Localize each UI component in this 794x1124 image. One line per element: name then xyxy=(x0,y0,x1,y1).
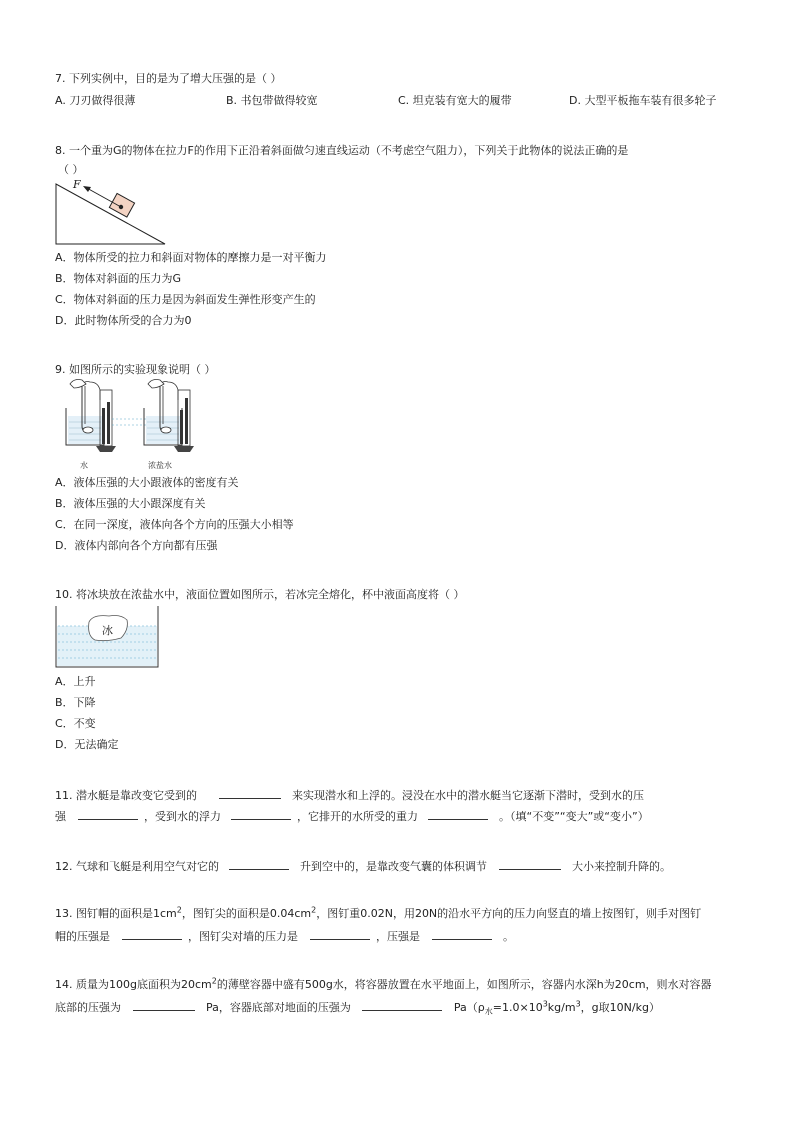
q13-text-3: ，图钉重0.02N，用20N的沿水平方向的压力向竖直的墙上按图钉，则手对图钉 xyxy=(316,907,702,920)
q13-text-7: 。 xyxy=(503,930,514,943)
q7-option-a: A. 刀刃做得很薄 xyxy=(55,94,136,107)
q11-text-2: 来实现潜水和上浮的。浸没在水中的潜水艇当它逐渐下潜时，受到水的压 xyxy=(292,789,644,802)
q14-text-5: Pa（ρ xyxy=(453,1001,485,1014)
q14-sub-water: 水 xyxy=(484,1007,493,1017)
answer-blank[interactable] xyxy=(219,787,281,799)
fig-label-water: 水 xyxy=(80,461,88,470)
q13-text-5: ，图钉尖对墙的压力是 xyxy=(188,930,298,943)
q9-option-b: B．液体压强的大小跟深度有关 xyxy=(55,497,206,510)
q9-option-d: D．液体内部向各个方向都有压强 xyxy=(55,539,218,552)
q11-text-4: ，受到水的浮力 xyxy=(144,810,221,823)
q8-stem: 8. 一个重为G的物体在拉力F的作用下正沿着斜面做匀速直线运动（不考虑空气阻力），下列关于此物体的说法正确的是 xyxy=(55,144,629,157)
q14-text-6: =1.0×10 xyxy=(492,1001,543,1014)
q12-text-3: 大小来控制升降的。 xyxy=(572,860,671,873)
q11-text-1: 11. 潜水艇是靠改变它受到的 xyxy=(55,789,197,802)
q12-line-1 xyxy=(55,858,671,874)
force-label-f: F xyxy=(73,178,81,191)
answer-blank[interactable] xyxy=(229,858,289,870)
pressure-experiment-diagram xyxy=(60,378,200,458)
q14-line-1 xyxy=(55,978,712,992)
q8-option-d: D．此时物体所受的合力为0 xyxy=(55,314,192,327)
q10-stem: 10. 将冰块放在浓盐水中，液面位置如图所示，若冰完全熔化，杯中液面高度将（ ） xyxy=(55,588,465,601)
q14-text-7: kg/m xyxy=(547,1001,576,1014)
q13-line-1 xyxy=(55,907,701,921)
q14-sup-2: 3 xyxy=(542,999,548,1009)
q13-text-6: ，压强是 xyxy=(376,930,420,943)
answer-blank[interactable] xyxy=(428,808,488,820)
answer-blank[interactable] xyxy=(133,999,195,1011)
q14-text-8: ，g取10N/kg） xyxy=(580,1001,660,1014)
q13-text-4: 帽的压强是 xyxy=(55,930,110,943)
q10-option-a: A．上升 xyxy=(55,675,96,688)
answer-blank[interactable] xyxy=(231,808,291,820)
q10-option-b: B．下降 xyxy=(55,696,96,709)
q14-text-1: 14. 质量为100g底面积为20cm xyxy=(55,978,212,991)
q7-option-c: C. 坦克装有宽大的履带 xyxy=(398,94,512,107)
answer-blank[interactable] xyxy=(122,928,182,940)
q7-option-d: D. 大型平板拖车装有很多轮子 xyxy=(569,94,717,107)
q7-option-b: B. 书包带做得较宽 xyxy=(226,94,318,107)
incline-diagram xyxy=(55,176,167,246)
q14-sup-1: 2 xyxy=(211,976,217,986)
q13-sup-1: 2 xyxy=(176,905,182,915)
q11-line-1 xyxy=(55,787,644,803)
ice-label: 冰 xyxy=(102,624,113,637)
q8-paren: （ ） xyxy=(58,163,84,176)
q8-option-c: C．物体对斜面的压力是因为斜面发生弹性形变产生的 xyxy=(55,293,316,306)
q14-text-4: Pa，容器底部对地面的压强为 xyxy=(206,1001,351,1014)
q12-text-1: 12. 气球和飞艇是利用空气对它的 xyxy=(55,860,219,873)
q13-text-1: 13. 图钉帽的面积是1cm xyxy=(55,907,177,920)
q12-text-2: 升到空中的，是靠改变气囊的体积调节 xyxy=(300,860,487,873)
q9-option-c: C．在同一深度，液体向各个方向的压强大小相等 xyxy=(55,518,294,531)
answer-blank[interactable] xyxy=(362,999,442,1011)
q11-text-3: 强 xyxy=(55,810,66,823)
q10-option-c: C．不变 xyxy=(55,717,96,730)
q11-text-5: ，它排开的水所受的重力 xyxy=(297,810,418,823)
q8-option-a: A．物体所受的拉力和斜面对物体的摩擦力是一对平衡力 xyxy=(55,251,327,264)
q7-stem: 7. 下列实例中，目的是为了增大压强的是（ ） xyxy=(55,72,282,85)
q8-option-b: B．物体对斜面的压力为G xyxy=(55,272,182,285)
q13-text-2: ，图钉尖的面积是0.04cm xyxy=(181,907,312,920)
q10-option-d: D．无法确定 xyxy=(55,738,119,751)
q14-text-2: 的薄壁容器中盛有500g水，将容器放置在水平地面上，如图所示，容器内水深h为20cm，则水对容器 xyxy=(216,978,712,991)
q11-text-6: 。（填“不变”“变大”或“变小”） xyxy=(499,810,649,823)
fig-label-brine: 浓盐水 xyxy=(148,461,172,470)
answer-blank[interactable] xyxy=(499,858,561,870)
q13-sup-2: 2 xyxy=(311,905,317,915)
q14-sup-3: 3 xyxy=(575,999,581,1009)
q9-option-a: A．液体压强的大小跟液体的密度有关 xyxy=(55,476,239,489)
q13-line-2 xyxy=(55,928,514,944)
q14-line-2 xyxy=(55,999,660,1015)
q14-text-3: 底部的压强为 xyxy=(55,1001,121,1014)
answer-blank[interactable] xyxy=(432,928,492,940)
answer-blank[interactable] xyxy=(310,928,370,940)
q11-line-2 xyxy=(55,808,649,824)
q9-stem: 9. 如图所示的实验现象说明（ ） xyxy=(55,363,216,376)
answer-blank[interactable] xyxy=(78,808,138,820)
